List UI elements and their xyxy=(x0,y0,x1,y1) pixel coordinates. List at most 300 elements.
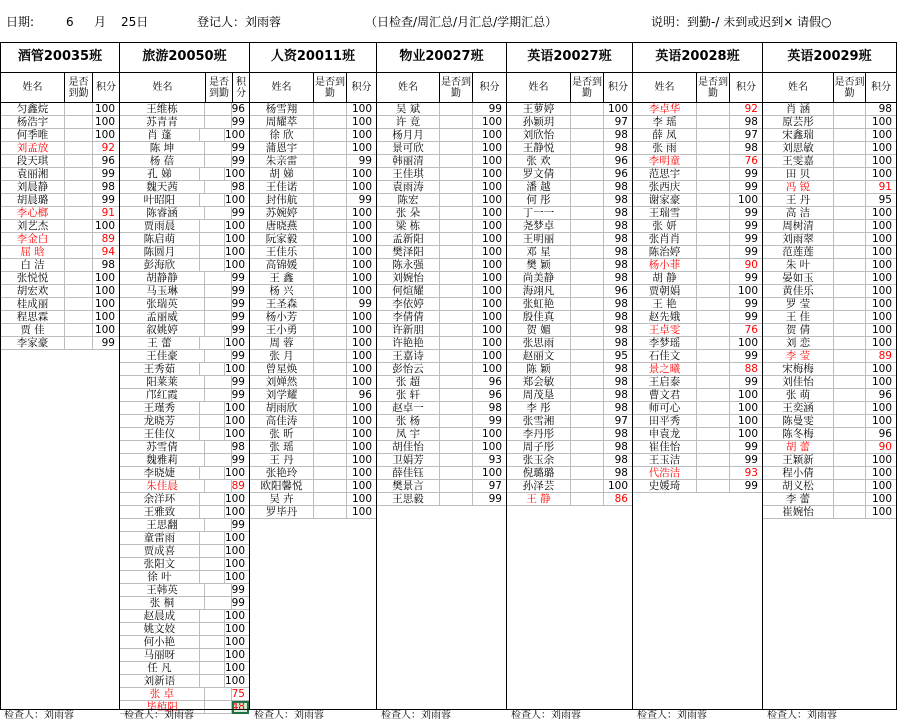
student-name[interactable]: 刘学耀 xyxy=(250,389,314,402)
attendance-cell[interactable] xyxy=(314,506,347,519)
score-cell[interactable]: 100 xyxy=(225,337,249,350)
attendance-cell[interactable] xyxy=(65,116,93,129)
student-name[interactable]: 张 欢 xyxy=(507,155,571,168)
score-cell[interactable]: 97 xyxy=(604,415,632,428)
student-name[interactable]: 薛佳钰 xyxy=(377,467,440,480)
attendance-cell[interactable] xyxy=(571,168,604,181)
attendance-cell[interactable] xyxy=(314,220,347,233)
student-name[interactable]: 冯 锐 xyxy=(763,181,834,194)
attendance-cell[interactable] xyxy=(205,350,232,363)
score-cell[interactable]: 100 xyxy=(347,272,376,285)
score-cell[interactable]: 100 xyxy=(225,220,249,233)
score-cell[interactable]: 86 xyxy=(604,493,632,506)
score-cell[interactable]: 100 xyxy=(93,298,119,311)
score-cell[interactable]: 98 xyxy=(604,207,632,220)
student-name[interactable]: 陈冬梅 xyxy=(763,428,834,441)
score-cell[interactable]: 100 xyxy=(225,194,249,207)
attendance-cell[interactable] xyxy=(697,428,730,441)
selected-score-cell[interactable]: 48 xyxy=(232,701,249,714)
student-name[interactable]: 高佳涛 xyxy=(250,415,314,428)
student-name[interactable]: 王佳诺 xyxy=(250,181,314,194)
student-name[interactable]: 宋梅梅 xyxy=(763,363,834,376)
attendance-cell[interactable] xyxy=(571,285,604,298)
student-name[interactable]: 石佳文 xyxy=(633,350,697,363)
attendance-cell[interactable] xyxy=(200,337,225,350)
student-name[interactable]: 李卓华 xyxy=(633,103,697,116)
score-cell[interactable]: 98 xyxy=(473,402,506,415)
student-name[interactable]: 王卓雯 xyxy=(633,324,697,337)
score-cell[interactable]: 98 xyxy=(604,272,632,285)
student-name[interactable]: 王 艳 xyxy=(633,298,697,311)
score-cell[interactable]: 100 xyxy=(225,558,249,571)
student-name[interactable]: 田平秀 xyxy=(633,415,697,428)
attendance-cell[interactable] xyxy=(65,181,93,194)
score-cell[interactable]: 99 xyxy=(93,194,119,207)
score-cell[interactable]: 100 xyxy=(866,324,896,337)
attendance-cell[interactable] xyxy=(65,246,93,259)
student-name[interactable]: 王启泰 xyxy=(633,376,697,389)
score-cell[interactable]: 76 xyxy=(730,155,762,168)
score-cell[interactable]: 100 xyxy=(347,415,376,428)
student-name[interactable]: 李 瑶 xyxy=(633,116,697,129)
student-name[interactable]: 彭怡云 xyxy=(377,363,440,376)
attendance-cell[interactable] xyxy=(65,337,93,350)
attendance-cell[interactable] xyxy=(205,376,232,389)
attendance-cell[interactable] xyxy=(205,597,232,610)
score-cell[interactable]: 100 xyxy=(473,363,506,376)
student-name[interactable]: 张 月 xyxy=(250,350,314,363)
attendance-cell[interactable] xyxy=(834,181,866,194)
score-cell[interactable]: 91 xyxy=(866,181,896,194)
attendance-cell[interactable] xyxy=(65,168,93,181)
score-cell[interactable]: 98 xyxy=(604,454,632,467)
student-name[interactable]: 张 妍 xyxy=(633,220,697,233)
student-name[interactable]: 朱佳晨 xyxy=(120,480,205,493)
student-name[interactable]: 刘思敏 xyxy=(763,142,834,155)
score-cell[interactable]: 99 xyxy=(730,441,762,454)
score-cell[interactable]: 94 xyxy=(93,246,119,259)
attendance-cell[interactable] xyxy=(440,480,473,493)
student-name[interactable]: 贾朝娟 xyxy=(633,285,697,298)
attendance-cell[interactable] xyxy=(314,376,347,389)
student-name[interactable]: 黄佳乐 xyxy=(763,285,834,298)
student-name[interactable]: 张 超 xyxy=(377,376,440,389)
attendance-cell[interactable] xyxy=(440,324,473,337)
score-cell[interactable]: 99 xyxy=(232,324,249,337)
student-name[interactable]: 杨月月 xyxy=(377,129,440,142)
score-cell[interactable]: 98 xyxy=(93,259,119,272)
score-cell[interactable]: 89 xyxy=(866,350,896,363)
score-cell[interactable]: 100 xyxy=(93,129,119,142)
score-cell[interactable]: 99 xyxy=(730,181,762,194)
student-name[interactable]: 罗毕丹 xyxy=(250,506,314,519)
attendance-cell[interactable] xyxy=(440,454,473,467)
score-cell[interactable]: 100 xyxy=(473,337,506,350)
student-name[interactable]: 史媛琦 xyxy=(633,480,697,493)
attendance-cell[interactable] xyxy=(200,506,225,519)
attendance-cell[interactable] xyxy=(697,207,730,220)
attendance-cell[interactable] xyxy=(571,350,604,363)
score-cell[interactable]: 95 xyxy=(866,194,896,207)
student-name[interactable]: 孟新阳 xyxy=(377,233,440,246)
attendance-cell[interactable] xyxy=(65,233,93,246)
student-name[interactable]: 王静悦 xyxy=(507,142,571,155)
student-name[interactable]: 周树清 xyxy=(763,220,834,233)
attendance-cell[interactable] xyxy=(440,298,473,311)
score-cell[interactable]: 100 xyxy=(866,142,896,155)
attendance-cell[interactable] xyxy=(697,467,730,480)
score-cell[interactable]: 98 xyxy=(604,428,632,441)
score-cell[interactable]: 100 xyxy=(347,441,376,454)
score-cell[interactable]: 100 xyxy=(866,220,896,233)
score-cell[interactable]: 100 xyxy=(93,220,119,233)
attendance-cell[interactable] xyxy=(314,337,347,350)
student-name[interactable]: 张阳文 xyxy=(120,558,200,571)
attendance-cell[interactable] xyxy=(834,389,866,402)
attendance-cell[interactable] xyxy=(200,246,225,259)
score-cell[interactable]: 100 xyxy=(866,493,896,506)
score-cell[interactable]: 99 xyxy=(232,207,249,220)
attendance-cell[interactable] xyxy=(697,350,730,363)
score-cell[interactable]: 98 xyxy=(604,324,632,337)
student-name[interactable]: 晏如玉 xyxy=(763,272,834,285)
score-cell[interactable]: 100 xyxy=(473,350,506,363)
attendance-cell[interactable] xyxy=(571,298,604,311)
score-cell[interactable]: 100 xyxy=(93,272,119,285)
score-cell[interactable]: 99 xyxy=(730,454,762,467)
student-name[interactable]: 苏婉婷 xyxy=(250,207,314,220)
attendance-cell[interactable] xyxy=(571,116,604,129)
score-cell[interactable]: 97 xyxy=(604,116,632,129)
student-name[interactable]: 张 昕 xyxy=(250,428,314,441)
attendance-cell[interactable] xyxy=(834,129,866,142)
score-cell[interactable]: 100 xyxy=(866,259,896,272)
student-name[interactable]: 陈圆月 xyxy=(120,246,200,259)
score-cell[interactable]: 100 xyxy=(347,493,376,506)
score-cell[interactable]: 100 xyxy=(866,272,896,285)
attendance-cell[interactable] xyxy=(440,428,473,441)
attendance-cell[interactable] xyxy=(571,220,604,233)
score-cell[interactable]: 100 xyxy=(225,233,249,246)
student-name[interactable]: 范莲莲 xyxy=(763,246,834,259)
attendance-cell[interactable] xyxy=(314,428,347,441)
student-name[interactable]: 高 洁 xyxy=(763,207,834,220)
score-cell[interactable]: 100 xyxy=(225,506,249,519)
student-name[interactable]: 李晓婕 xyxy=(120,467,200,480)
score-cell[interactable]: 98 xyxy=(604,233,632,246)
score-cell[interactable]: 100 xyxy=(866,402,896,415)
attendance-cell[interactable] xyxy=(205,116,232,129)
student-name[interactable]: 胡义松 xyxy=(763,480,834,493)
student-name[interactable]: 贺 媚 xyxy=(507,324,571,337)
attendance-cell[interactable] xyxy=(440,233,473,246)
student-name[interactable]: 张瑞英 xyxy=(120,298,205,311)
attendance-cell[interactable] xyxy=(834,207,866,220)
score-cell[interactable]: 100 xyxy=(473,129,506,142)
score-cell[interactable]: 100 xyxy=(866,129,896,142)
score-cell[interactable]: 93 xyxy=(730,467,762,480)
attendance-cell[interactable] xyxy=(314,454,347,467)
score-cell[interactable]: 99 xyxy=(232,116,249,129)
student-name[interactable]: 梁 栋 xyxy=(377,220,440,233)
score-cell[interactable]: 98 xyxy=(93,181,119,194)
attendance-cell[interactable] xyxy=(834,480,866,493)
score-cell[interactable]: 100 xyxy=(473,272,506,285)
student-name[interactable]: 王思毅 xyxy=(377,493,440,506)
student-name[interactable]: 封伟航 xyxy=(250,194,314,207)
student-name[interactable]: 李 莹 xyxy=(763,350,834,363)
attendance-cell[interactable] xyxy=(834,415,866,428)
attendance-cell[interactable] xyxy=(834,220,866,233)
score-cell[interactable]: 99 xyxy=(232,142,249,155)
score-cell[interactable]: 75 xyxy=(232,688,249,701)
attendance-cell[interactable] xyxy=(200,532,225,545)
score-cell[interactable]: 100 xyxy=(730,194,762,207)
student-name[interactable]: 李心榔 xyxy=(1,207,65,220)
student-name[interactable]: 陈永强 xyxy=(377,259,440,272)
attendance-cell[interactable] xyxy=(205,207,232,220)
attendance-cell[interactable] xyxy=(65,324,93,337)
student-name[interactable]: 杨小菲 xyxy=(633,259,697,272)
student-name[interactable]: 李梦瑶 xyxy=(633,337,697,350)
student-name[interactable]: 崔佳怡 xyxy=(633,441,697,454)
score-cell[interactable]: 100 xyxy=(93,116,119,129)
student-name[interactable]: 李 彤 xyxy=(507,402,571,415)
attendance-cell[interactable] xyxy=(571,207,604,220)
score-cell[interactable]: 99 xyxy=(347,194,376,207)
student-name[interactable]: 白 洁 xyxy=(1,259,65,272)
attendance-cell[interactable] xyxy=(834,506,866,519)
score-cell[interactable]: 89 xyxy=(93,233,119,246)
student-name[interactable]: 刘孟放 xyxy=(1,142,65,155)
score-cell[interactable]: 98 xyxy=(604,181,632,194)
attendance-cell[interactable] xyxy=(440,142,473,155)
student-name[interactable]: 王玉洁 xyxy=(633,454,697,467)
score-cell[interactable]: 100 xyxy=(347,246,376,259)
attendance-cell[interactable] xyxy=(440,285,473,298)
attendance-cell[interactable] xyxy=(697,181,730,194)
score-cell[interactable]: 100 xyxy=(225,363,249,376)
attendance-cell[interactable] xyxy=(440,389,473,402)
score-cell[interactable]: 100 xyxy=(225,571,249,584)
attendance-cell[interactable] xyxy=(440,337,473,350)
student-name[interactable]: 徐 叶 xyxy=(120,571,200,584)
student-name[interactable]: 刘欣怡 xyxy=(507,129,571,142)
score-cell[interactable]: 98 xyxy=(604,142,632,155)
score-cell[interactable]: 97 xyxy=(730,129,762,142)
attendance-cell[interactable] xyxy=(834,493,866,506)
student-name[interactable]: 陈宏 xyxy=(377,194,440,207)
student-name[interactable]: 景可欣 xyxy=(377,142,440,155)
score-cell[interactable]: 99 xyxy=(232,311,249,324)
student-name[interactable]: 胡 娣 xyxy=(250,168,314,181)
score-cell[interactable]: 99 xyxy=(730,168,762,181)
attendance-cell[interactable] xyxy=(314,363,347,376)
attendance-cell[interactable] xyxy=(200,194,225,207)
student-name[interactable]: 凤 宇 xyxy=(377,428,440,441)
score-cell[interactable]: 100 xyxy=(473,467,506,480)
score-cell[interactable]: 98 xyxy=(604,298,632,311)
student-name[interactable]: 赵晨成 xyxy=(120,610,200,623)
attendance-cell[interactable] xyxy=(200,675,225,688)
student-name[interactable]: 薛 凤 xyxy=(633,129,697,142)
attendance-cell[interactable] xyxy=(440,116,473,129)
score-cell[interactable]: 100 xyxy=(225,636,249,649)
attendance-cell[interactable] xyxy=(697,311,730,324)
attendance-cell[interactable] xyxy=(65,207,93,220)
score-cell[interactable]: 100 xyxy=(225,168,249,181)
student-name[interactable]: 张悦悦 xyxy=(1,272,65,285)
student-name[interactable]: 王瑞雪 xyxy=(633,207,697,220)
student-name[interactable]: 田 贝 xyxy=(763,168,834,181)
score-cell[interactable]: 100 xyxy=(604,103,632,116)
score-cell[interactable]: 88 xyxy=(730,363,762,376)
score-cell[interactable]: 100 xyxy=(730,285,762,298)
score-cell[interactable]: 90 xyxy=(730,259,762,272)
student-name[interactable]: 范思宇 xyxy=(633,168,697,181)
attendance-cell[interactable] xyxy=(440,311,473,324)
student-name[interactable]: 原芸彤 xyxy=(763,116,834,129)
attendance-cell[interactable] xyxy=(571,402,604,415)
student-name[interactable]: 王明丽 xyxy=(507,233,571,246)
attendance-cell[interactable] xyxy=(697,116,730,129)
student-name[interactable]: 孙泽芸 xyxy=(507,480,571,493)
attendance-cell[interactable] xyxy=(571,246,604,259)
attendance-cell[interactable] xyxy=(834,155,866,168)
score-cell[interactable]: 98 xyxy=(604,246,632,259)
attendance-cell[interactable] xyxy=(440,155,473,168)
score-cell[interactable]: 92 xyxy=(93,142,119,155)
student-name[interactable]: 刘婵然 xyxy=(250,376,314,389)
student-name[interactable]: 陈 颖 xyxy=(507,363,571,376)
attendance-cell[interactable] xyxy=(697,272,730,285)
attendance-cell[interactable] xyxy=(697,129,730,142)
student-name[interactable]: 杨小芳 xyxy=(250,311,314,324)
attendance-cell[interactable] xyxy=(440,194,473,207)
attendance-cell[interactable] xyxy=(314,389,347,402)
score-cell[interactable]: 98 xyxy=(604,389,632,402)
attendance-cell[interactable] xyxy=(200,402,225,415)
attendance-cell[interactable] xyxy=(200,129,225,142)
attendance-cell[interactable] xyxy=(571,363,604,376)
score-cell[interactable]: 100 xyxy=(225,610,249,623)
score-cell[interactable]: 100 xyxy=(347,129,376,142)
score-cell[interactable]: 98 xyxy=(604,467,632,480)
attendance-cell[interactable] xyxy=(834,428,866,441)
student-name[interactable]: 孙颖玥 xyxy=(507,116,571,129)
score-cell[interactable]: 100 xyxy=(225,545,249,558)
student-name[interactable]: 樊景言 xyxy=(377,480,440,493)
score-cell[interactable]: 99 xyxy=(232,298,249,311)
score-cell[interactable]: 100 xyxy=(866,168,896,181)
score-cell[interactable]: 100 xyxy=(473,285,506,298)
student-name[interactable]: 王佳豪 xyxy=(120,350,205,363)
score-cell[interactable]: 100 xyxy=(473,142,506,155)
score-cell[interactable]: 99 xyxy=(473,103,506,116)
attendance-cell[interactable] xyxy=(697,389,730,402)
score-cell[interactable]: 100 xyxy=(473,311,506,324)
score-cell[interactable]: 93 xyxy=(473,454,506,467)
score-cell[interactable]: 100 xyxy=(347,220,376,233)
score-cell[interactable]: 99 xyxy=(232,272,249,285)
score-cell[interactable]: 76 xyxy=(730,324,762,337)
score-cell[interactable]: 98 xyxy=(730,116,762,129)
score-cell[interactable]: 100 xyxy=(473,207,506,220)
score-cell[interactable]: 100 xyxy=(347,350,376,363)
student-name[interactable]: 李依婷 xyxy=(377,298,440,311)
student-name[interactable]: 王 丹 xyxy=(250,454,314,467)
attendance-cell[interactable] xyxy=(571,480,604,493)
score-cell[interactable]: 100 xyxy=(225,675,249,688)
attendance-cell[interactable] xyxy=(440,350,473,363)
attendance-cell[interactable] xyxy=(571,324,604,337)
score-cell[interactable]: 100 xyxy=(93,324,119,337)
score-cell[interactable]: 98 xyxy=(604,337,632,350)
attendance-cell[interactable] xyxy=(440,272,473,285)
score-cell[interactable]: 100 xyxy=(225,129,249,142)
attendance-cell[interactable] xyxy=(200,623,225,636)
attendance-cell[interactable] xyxy=(314,233,347,246)
attendance-cell[interactable] xyxy=(834,402,866,415)
student-name[interactable]: 王 鑫 xyxy=(250,272,314,285)
score-cell[interactable]: 100 xyxy=(347,480,376,493)
attendance-cell[interactable] xyxy=(200,220,225,233)
student-name[interactable]: 余洋环 xyxy=(120,493,200,506)
attendance-cell[interactable] xyxy=(697,103,730,116)
attendance-cell[interactable] xyxy=(314,298,347,311)
student-name[interactable]: 王瑾秀 xyxy=(120,402,200,415)
attendance-cell[interactable] xyxy=(314,207,347,220)
student-name[interactable]: 贾 佳 xyxy=(1,324,65,337)
student-name[interactable]: 张玉余 xyxy=(507,454,571,467)
score-cell[interactable]: 100 xyxy=(866,363,896,376)
score-cell[interactable]: 99 xyxy=(232,519,249,532)
score-cell[interactable]: 100 xyxy=(866,298,896,311)
student-name[interactable]: 罗文倩 xyxy=(507,168,571,181)
score-cell[interactable]: 99 xyxy=(730,298,762,311)
score-cell[interactable]: 99 xyxy=(232,350,249,363)
score-cell[interactable]: 98 xyxy=(604,441,632,454)
score-cell[interactable]: 98 xyxy=(232,181,249,194)
student-name[interactable]: 许新朋 xyxy=(377,324,440,337)
student-name[interactable]: 王奕涵 xyxy=(763,402,834,415)
attendance-cell[interactable] xyxy=(697,402,730,415)
attendance-cell[interactable] xyxy=(65,298,93,311)
student-name[interactable]: 胡雨欣 xyxy=(250,402,314,415)
score-cell[interactable]: 95 xyxy=(604,350,632,363)
score-cell[interactable]: 100 xyxy=(730,415,762,428)
score-cell[interactable]: 100 xyxy=(347,428,376,441)
score-cell[interactable]: 99 xyxy=(730,350,762,363)
attendance-cell[interactable] xyxy=(314,155,347,168)
attendance-cell[interactable] xyxy=(834,116,866,129)
score-cell[interactable]: 100 xyxy=(225,415,249,428)
student-name[interactable]: 景之曦 xyxy=(633,363,697,376)
student-name[interactable]: 曹文君 xyxy=(633,389,697,402)
student-name[interactable]: 李家豪 xyxy=(1,337,65,350)
attendance-cell[interactable] xyxy=(440,129,473,142)
score-cell[interactable]: 100 xyxy=(866,376,896,389)
attendance-cell[interactable] xyxy=(571,441,604,454)
score-cell[interactable]: 100 xyxy=(93,311,119,324)
score-cell[interactable]: 100 xyxy=(730,389,762,402)
attendance-cell[interactable] xyxy=(205,519,232,532)
score-cell[interactable]: 100 xyxy=(473,428,506,441)
attendance-cell[interactable] xyxy=(697,337,730,350)
score-cell[interactable]: 100 xyxy=(347,363,376,376)
student-name[interactable]: 胡 蕾 xyxy=(763,441,834,454)
student-name[interactable]: 王佳琪 xyxy=(377,168,440,181)
